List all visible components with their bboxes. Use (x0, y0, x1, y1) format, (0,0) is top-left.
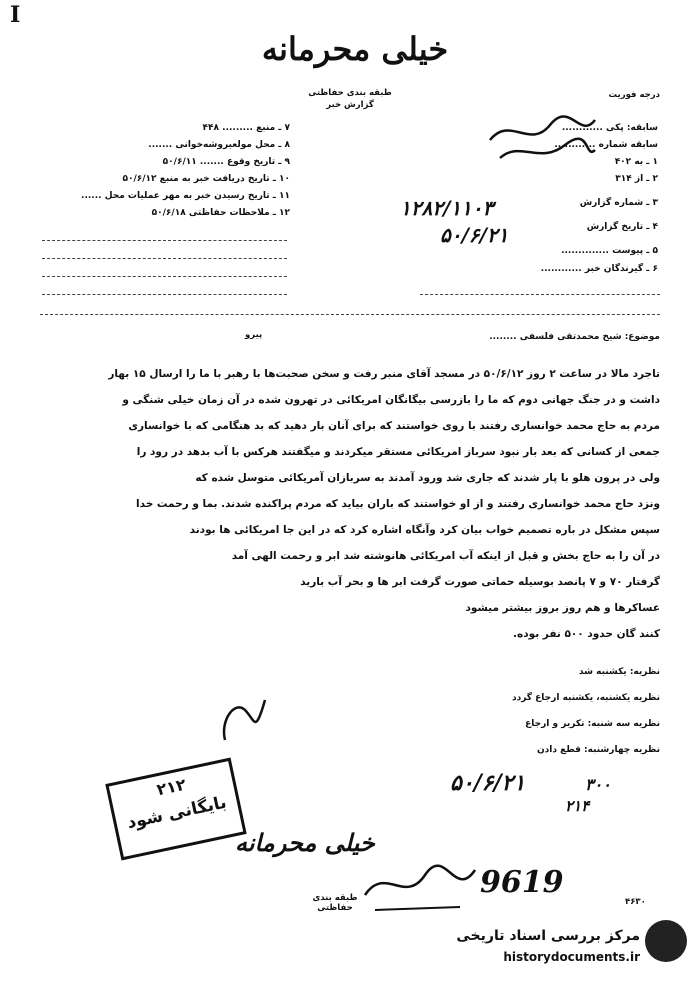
handwritten-ref2: ۲۱۴ (565, 797, 590, 815)
body-line: سپس مشکل در باره تصمیم خواب بیان کرد وآنگاه اشاره کرد که در این جا امریکائی ها بودند (189, 524, 660, 536)
signature-scribble (215, 690, 275, 750)
field-attachment: ۵ ـ پیوست .............. (561, 246, 658, 256)
body-line: ولی در پرون هلو با پار شدند که جاری شد ورود آمدند به سربازان آمریکائی متوسل شده که (195, 472, 660, 484)
report-subtitle: گزارش خبر (326, 100, 374, 110)
body-line: کنند گان حدود ۵۰۰ نفر بوده. (513, 628, 660, 640)
field-ops-date: ۱۱ ـ تاریخ رسیدن خبر به مهر عملیات محل ...... (81, 191, 290, 201)
body-line: تاجرد مالا در ساعت ۲ روز ۵۰/۶/۱۲ در مسجد آقای منبر رفت و سخن صحبت‌ها با رهبر با ما را ارسال ۱۵ بهار (108, 368, 660, 380)
field-place: ۸ ـ محل مولعیروشه‌خوانی ....... (148, 140, 290, 150)
field-report-number: ۳ ـ شماره گزارش (579, 198, 658, 208)
handwritten-ref: ۳۰۰ (585, 775, 611, 794)
body-line: ونزد حاج محمد خوانساری رفتند و از او خواستند که باران بیاید که مردم پراکنده شدند. بما و رحمت خدا (136, 498, 660, 510)
note-line: نظریه یکشنبه، یکشنبه ارجاع گردد (511, 693, 660, 703)
watermark-url: historydocuments.ir (503, 950, 640, 964)
margin-note: پیرو (245, 330, 263, 340)
body-line: در آن را به حاج بخش و قبل از اینکه آب امریکائی هانوشته شد ابر و رحمت الهی آمد (231, 550, 660, 562)
body-line: عساکرها و هم روز بروز بیشتر میشود (465, 602, 660, 614)
note-line: نظریه: یکشنبه شد (578, 667, 660, 677)
field-to: ۱ ـ به ۴۰۲ (614, 157, 658, 167)
field-from: ۲ ـ از ۳۱۴ (615, 174, 658, 184)
archive-logo-icon (645, 920, 687, 962)
field-event-date: ۹ ـ تاریخ وقوع ....... ۵۰/۶/۱۱ (162, 157, 290, 167)
field-receive-date: ۱۰ ـ تاریخ دریافت خبر به منبع ۵۰/۶/۱۲ (122, 174, 290, 184)
report-date-handwritten: ۵۰/۶/۲۱ (440, 223, 509, 247)
stamp-number: ۲۱۲ (155, 774, 188, 800)
priority-label: درجه فوریت (608, 90, 660, 100)
field-precedent: سابقه: پکی ............ (561, 123, 658, 133)
subject-line: موضوع: شیخ محمدتقی فلسفی ........ (489, 332, 660, 342)
bottom-signature (360, 855, 480, 915)
subtitle-top: طبقه بندی حفاظتی (308, 88, 392, 98)
body-line: داشت و در جنگ جهانی دوم که ما را بازرسی بیگانگان امریکائی در تهرون شده در آن زمان خیلی شنگی و (122, 394, 660, 406)
body-line: مردم به حاج محمد خوانساری رفتند با روی خواستند که برای آنان بار دهید که بد هنگامی که با خوانساری (128, 420, 660, 432)
archive-number: 9619 (480, 865, 564, 900)
stamp-text: بایگانی شود (125, 792, 229, 834)
report-number-handwritten: ۱۲۸۲/۱۱۰۳ (400, 196, 494, 220)
document-title: خیلی محرمانه (261, 30, 449, 68)
note-line: نظریه چهارشنبه: قطع دادن (536, 745, 660, 755)
bottom-handwriting: خیلی محرمانه (235, 828, 375, 857)
bottom-left-number: ۴۶۳۰ (625, 897, 646, 907)
footer-label: طبقه بندی حفاظتی (312, 893, 358, 913)
handwritten-date: ۵۰/۶/۲۱ (450, 770, 526, 796)
watermark-title: مرکز بررسی اسناد تاریخی (456, 928, 640, 944)
page-number: I (10, 2, 21, 28)
field-notes: ۱۲ ـ ملاحظات حفاظتی ۵۰/۶/۱۸ (151, 208, 290, 218)
archive-stamp (105, 758, 246, 861)
body-line: جمعی از کسانی که بعد بار نبود سرباز امریکائی مستقر میکردند و میگفتند هرکس با آب بدهد در رود را (136, 446, 660, 458)
field-report-date: ۴ ـ تاریخ گزارش (586, 222, 658, 232)
field-recipients: ۶ ـ گیرندگان خبر ............ (540, 264, 658, 274)
header-scribble (480, 110, 600, 170)
note-line: نظریه سه شنبه: تکریر و ارجاع (525, 719, 660, 729)
field-precedent-number: سابقه شماره ............ (554, 140, 658, 150)
body-line: گرفتار ۷۰ و ۷ پانصد بوسیله حماتی صورت گرفت ابر ها و بحر آب بارید (300, 576, 660, 588)
field-source: ۷ ـ منبع ......... ۴۴۸ (202, 123, 290, 133)
